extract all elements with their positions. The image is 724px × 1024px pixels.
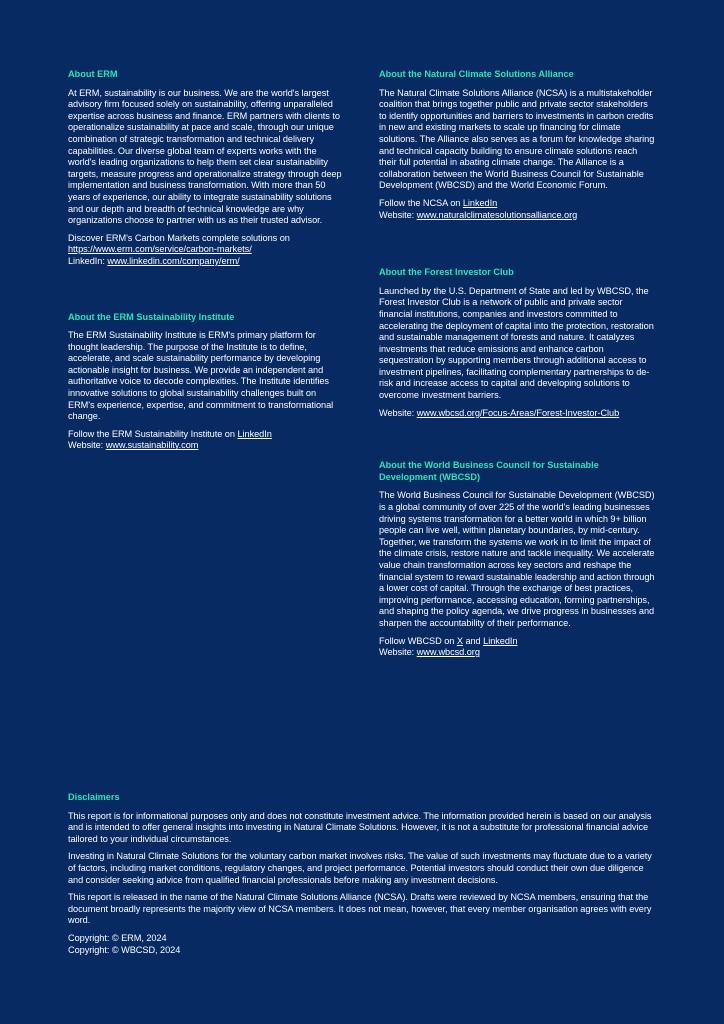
erm-discover-text: Discover ERM's Carbon Markets complete solutions on <box>68 232 290 243</box>
ncsa-follow-prefix: Follow the NCSA on <box>379 197 461 208</box>
ermsi-follow-prefix: Follow the ERM Sustainability Institute on <box>68 428 235 439</box>
about-fic-links <box>379 408 655 420</box>
about-ncsa-section <box>379 69 655 221</box>
about-ncsa-heading: About the Natural Climate Solutions Alliance <box>379 69 574 79</box>
disclaimer-paragraph-2: Investing in Natural Climate Solutions for the voluntary carbon market involves risks. The value of such investments may fluctuate due to a variety of factors, including market conditions, regulatory changes, and project performance. Potential investors should conduct their own due diligence and consider seeking advice from qualified financial professionals before making any investment decisions. <box>68 851 652 885</box>
disclaimer-paragraph-1: This report is for informational purposes only and does not constitute investment advice. The information provided herein is based on our analysis and is intended to offer general insights into investing in Natural Climate Solutions. However, it is not a substitute for professional financial advice tailored to your individual circumstances. <box>68 810 652 844</box>
right-column <box>379 69 655 665</box>
fic-website-link[interactable]: www.wbcsd.org/Focus-Areas/Forest-Investor-Club <box>416 407 620 418</box>
about-erm-section <box>68 69 344 268</box>
erm-linkedin-prefix: LinkedIn: <box>68 255 105 266</box>
about-ermsi-body: The ERM Sustainability Institute is ERM's primary platform for thought leadership. The purpose of the Institute is to define, accelerate, and scale sustainability performance by developing actionable insight for business. We provide an independent and authoritative voice to decode complexities. The Institute identifies innovative solutions to global sustainability challenges built on ERM's experience, expertise, and commitment to transformational change. <box>68 330 334 422</box>
wbcsd-x-link[interactable]: X <box>456 635 463 646</box>
ncsa-website-prefix: Website: <box>379 209 415 220</box>
disclaimers-section <box>68 792 658 962</box>
erm-carbon-markets-link[interactable]: https://www.erm.com/service/carbon-markets/ <box>68 244 252 255</box>
about-fic-heading: About the Forest Investor Club <box>379 267 514 278</box>
left-column <box>68 69 344 458</box>
about-wbcsd-heading: About the World Business Council for Sustainable Development (WBCSD) <box>379 460 599 482</box>
erm-linkedin-link[interactable]: www.linkedin.com/company/erm/ <box>107 255 240 266</box>
about-wbcsd-links <box>379 636 655 659</box>
wbcsd-follow-and: and <box>465 635 481 646</box>
copyright-wbcsd: Copyright: © WBCSD, 2024 <box>68 944 181 955</box>
about-ermsi-links <box>68 429 344 452</box>
about-ermsi-section <box>68 312 344 453</box>
disclaimers-heading: Disclaimers <box>68 792 120 802</box>
ermsi-website-link[interactable]: www.sustainability.com <box>105 440 199 451</box>
about-ncsa-links <box>379 198 655 221</box>
wbcsd-linkedin-link[interactable]: LinkedIn <box>483 635 518 646</box>
about-wbcsd-body: The World Business Council for Sustainable Development (WBCSD) is a global community of over 225 of the world's leading businesses driving systems transformation for a better world in which 9+ billion people can live well, within planetary boundaries, by mid-century. Together, we transform the systems we work in to limit the impact of the climate crisis, restore nature and tackle inequality. We accelerate value chain transformation across key sectors and reshape the financial system to reward sustainable leadership and action through a lower cost of capital. Through the exchange of best practices, improving performance, accessing education, forming partnerships, and shaping the policy agenda, we drive progress in businesses and sharpen the accountability of their performance. <box>379 490 655 628</box>
wbcsd-follow-prefix: Follow WBCSD on <box>379 635 455 646</box>
ncsa-website-link[interactable]: www.naturalclimatesolutionsalliance.org <box>416 209 578 220</box>
about-ermsi-heading: About the ERM Sustainability Institute <box>68 311 235 322</box>
ermsi-linkedin-link[interactable]: LinkedIn <box>237 428 272 439</box>
about-fic-section <box>379 267 655 419</box>
about-erm-body: At ERM, sustainability is our business. We are the world's largest advisory firm focused solely on sustainability, offering unparalleled expertise across business and finance. ERM partners with clients to operationalize sustainability at pace and scale, through our unique combination of strategic transformation and technical delivery capabilities. Our diverse global team of experts works with the world's leading organizations to help them set clear sustainability targets, measure progress and operationalize strategy through deep implementation and business transformation. With more than 50 years of experience, our ability to integrate sustainability solutions and our depth and breadth of technical knowledge are why organizations choose to partner with us as their trusted advisor. <box>68 87 342 226</box>
about-fic-body: Launched by the U.S. Department of State and led by WBCSD, the Forest Investor Club is a network of public and private sector financial institutions, companies and investors committed to accelerating the deployment of capital into the protection, restoration and sustainable management of forests and nature. It catalyzes investments that reduce emissions and enhance carbon sequestration by supporting members through additional access to investment pipelines, facilitating complementary partnerships to de-risk and increase access to capital and developing solutions to overcome investment barriers. <box>379 285 654 401</box>
fic-website-prefix: Website: <box>379 407 415 418</box>
about-erm-heading: About ERM <box>68 69 118 79</box>
copyright-erm: Copyright: © ERM, 2024 <box>68 932 167 943</box>
about-ncsa-body: The Natural Climate Solutions Alliance (NCSA) is a multistakeholder coalition that brings together public and private sector stakeholders to identify opportunities and barriers to investments in carbon credits in new and existing markets to scale up financing for climate solutions. The Alliance also serves as a forum for knowledge sharing and technical capacity building to ensure climate solutions reach their full potential in abating climate change. The Alliance is a collaboration between the World Business Council for Sustainable Development (WBCSD) and the World Economic Forum. <box>379 87 655 191</box>
about-wbcsd-section <box>379 460 655 659</box>
wbcsd-website-prefix: Website: <box>379 647 415 658</box>
disclaimer-paragraph-3: This report is released in the name of the Natural Climate Solutions Alliance (NCSA). Drafts were reviewed by NCSA members, ensuring that the document broadly represents the majority view of NCSA members. It does not mean, however, that every member organisation agrees with every word. <box>68 892 652 926</box>
ermsi-website-prefix: Website: <box>68 440 104 451</box>
wbcsd-website-link[interactable]: www.wbcsd.org <box>416 647 480 658</box>
copyright-block <box>68 933 658 956</box>
about-erm-links <box>68 233 344 268</box>
ncsa-linkedin-link[interactable]: LinkedIn <box>462 197 498 208</box>
